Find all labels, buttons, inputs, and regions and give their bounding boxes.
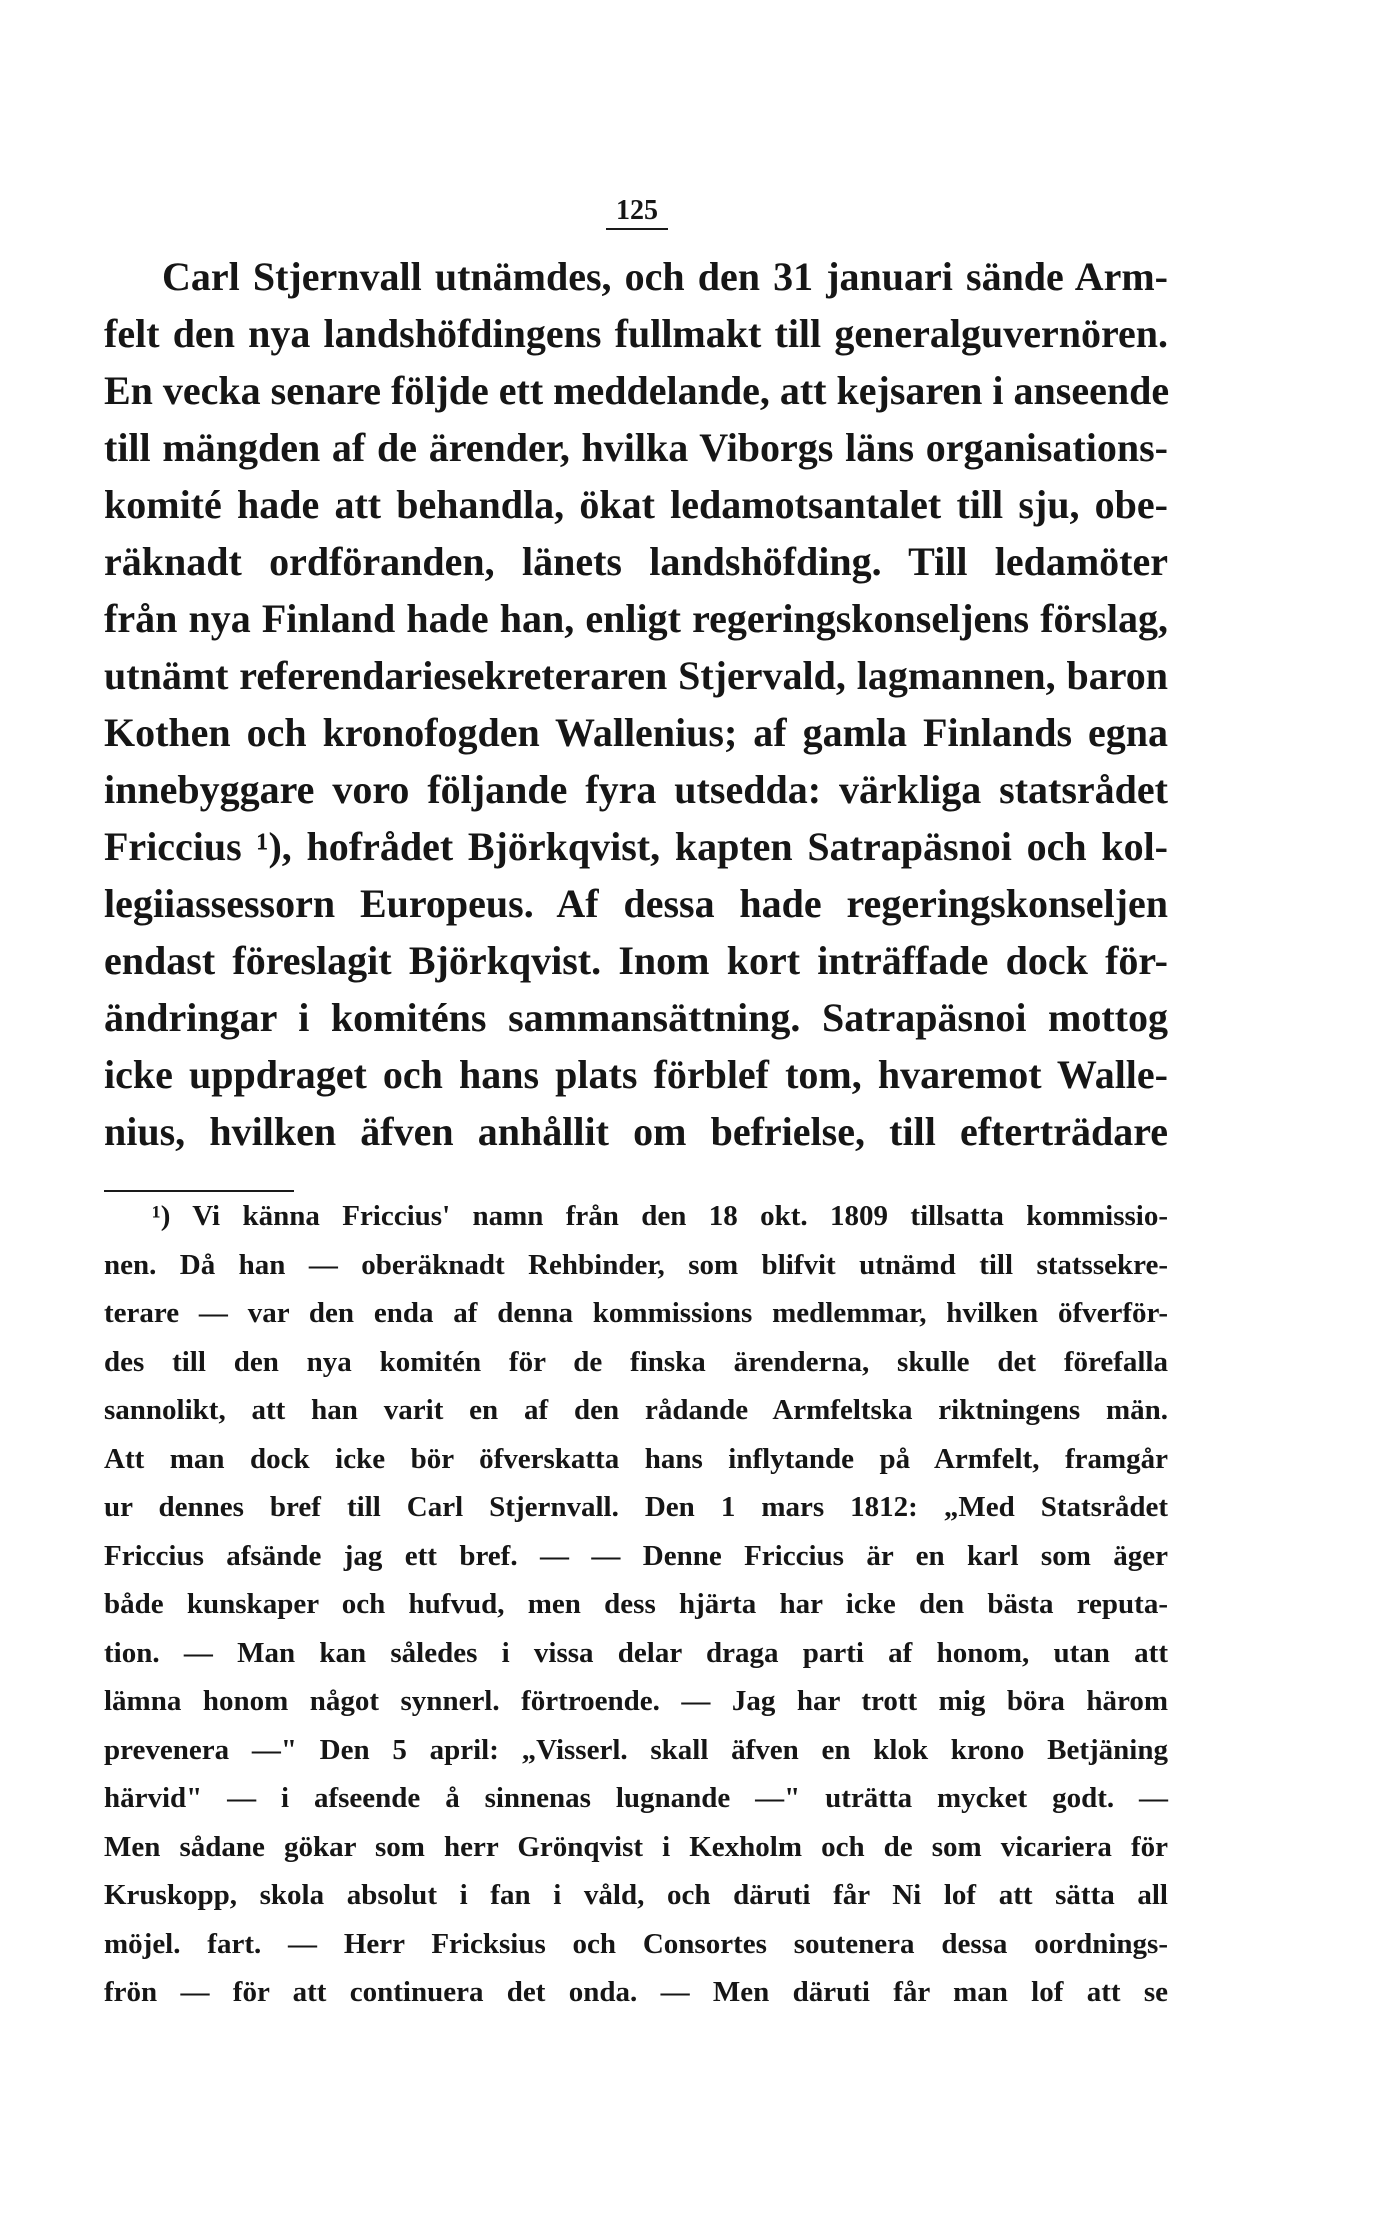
text-line: komité hade att behandla, ökat ledamotsantalet till sju, obe-	[104, 482, 1168, 527]
text-line: felt den nya landshöfdingens fullmakt till generalguvernören.	[104, 311, 1168, 356]
text-line: Kothen och kronofogden Wallenius; af gamla Finlands egna	[104, 710, 1168, 755]
footnote-line: Kruskopp, skola absolut i fan i våld, och däruti får Ni lof att sätta all	[104, 1879, 1168, 1911]
footnote-line: terare — var den enda af denna kommissions medlemmar, hvilken öfverför-	[104, 1297, 1168, 1329]
footnote-line: sannolikt, att han varit en af den rådande Armfeltska riktningens män.	[104, 1394, 1168, 1426]
footnote-line: Men sådane gökar som herr Grönqvist i Kexholm och de som vicariera för	[104, 1830, 1168, 1863]
text-line: legiiassessorn Europeus. Af dessa hade regeringskonseljen	[104, 881, 1168, 926]
text-line: Friccius ¹), hofrådet Björkqvist, kapten Satrapäsnoi och kol-	[104, 824, 1168, 869]
text-line: Carl Stjernvall utnämdes, och den 31 januari sände Arm-	[162, 254, 1168, 299]
footnote-line: prevenera —" Den 5 april: „Visserl. skall äfven en klok krono Betjäning	[104, 1733, 1168, 1766]
footnote-line: Friccius afsände jag ett bref. — — Denne Friccius är en karl som äger	[104, 1539, 1168, 1572]
text-line: räknadt ordföranden, länets landshöfding. Till ledamöter	[104, 539, 1168, 584]
main-text	[104, 248, 1168, 1160]
footnote-line: des till den nya komitén för de finska ärenderna, skulle det förefalla	[104, 1345, 1168, 1378]
footnote-line: frön — för att continuera det onda. — Men däruti får man lof att se	[104, 1976, 1168, 2008]
footnote-line: nen. Då han — oberäknadt Rehbinder, som blifvit utnämd till statssekre-	[104, 1248, 1168, 1281]
footnote-line: möjel. fart. — Herr Fricksius och Consortes soutenera dessa oordnings-	[104, 1927, 1168, 1960]
text-line: från nya Finland hade han, enligt regeringskonseljens förslag,	[104, 596, 1168, 641]
text-line: till mängden af de ärender, hvilka Viborgs läns organisations-	[104, 425, 1168, 470]
text-line: En vecka senare följde ett meddelande, att kejsaren i anseende	[104, 368, 1170, 413]
page-number: 125	[606, 196, 668, 230]
text-line: endast föreslagit Björkqvist. Inom kort inträffade dock för-	[104, 938, 1168, 983]
footnote-line: ¹) Vi känna Friccius' namn från den 18 okt. 1809 tillsatta kommissio-	[152, 1200, 1168, 1232]
text-line: innebyggare voro följande fyra utsedda: värkliga statsrådet	[104, 767, 1168, 812]
footnote	[104, 1192, 1168, 2017]
text-line: ändringar i komiténs sammansättning. Satrapäsnoi mottog	[104, 995, 1168, 1040]
footnote-line: ur dennes bref till Carl Stjernvall. Den 1 mars 1812: „Med Statsrådet	[104, 1491, 1168, 1523]
footnote-line: härvid" — i afseende å sinnenas lugnande —" uträtta mycket godt. —	[104, 1782, 1168, 1814]
footnote-line: lämna honom något synnerl. förtroende. — Jag har trott mig böra härom	[104, 1685, 1168, 1717]
footnote-line: både kunskaper och hufvud, men dess hjärta har icke den bästa reputa-	[104, 1588, 1168, 1620]
text-line: icke uppdraget och hans plats förblef tom, hvaremot Walle-	[104, 1052, 1168, 1097]
footnote-line: tion. — Man kan således i vissa delar draga parti af honom, utan att	[104, 1636, 1168, 1669]
text-line: utnämt referendariesekreteraren Stjervald, lagmannen, baron	[104, 653, 1168, 698]
footnote-line: Att man dock icke bör öfverskatta hans inflytande på Armfelt, framgår	[104, 1442, 1168, 1475]
text-line: nius, hvilken äfven anhållit om befrielse, till efterträdare	[104, 1109, 1168, 1154]
